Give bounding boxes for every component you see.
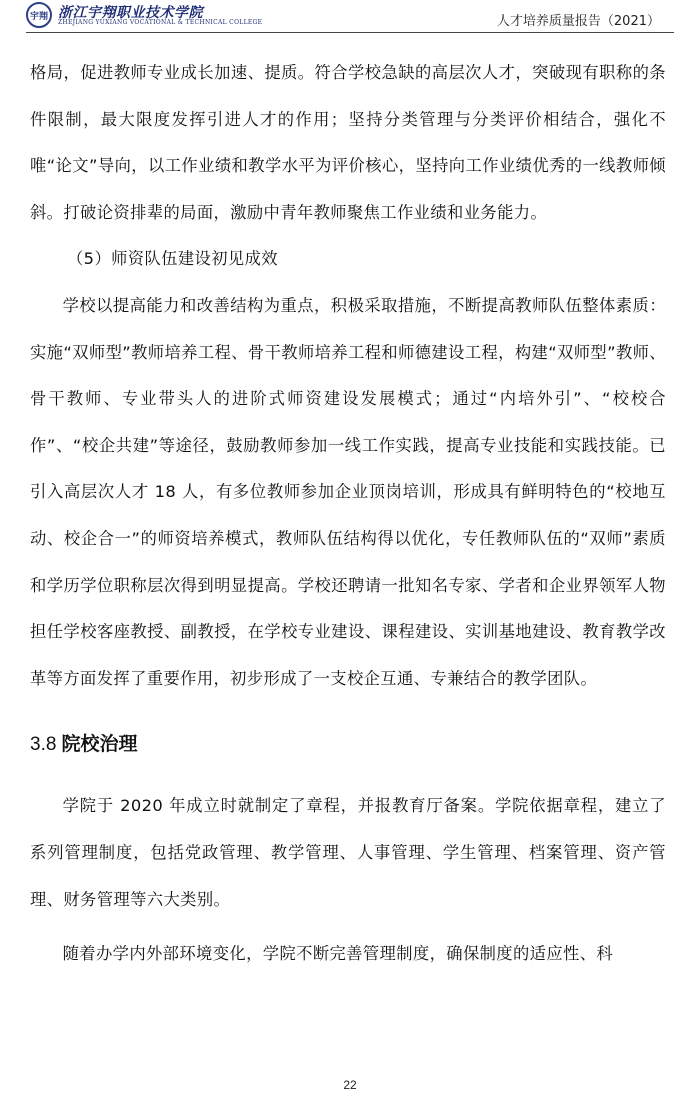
section-title: 院校治理 <box>61 733 138 756</box>
page-number: 22 <box>343 1078 357 1092</box>
section-heading <box>30 714 666 775</box>
paragraph-continued: 格局，促进教师专业成长加速、提质。符合学校急缺的高层次人才，突破现有职称的条件限制，最大限度发挥引进人才的作用；坚持分类管理与分类评价相结合，强化不唯“论文”导向，以工作业绩和教学水平为评价核心，坚持向工作业绩优秀的一线教师倾斜。打破论资排辈的局面，激励中青年教师聚焦工作业绩和业务能力。 <box>30 63 666 222</box>
header-divider <box>26 32 674 33</box>
paragraph-management: 随着办学内外部环境变化，学院不断完善管理制度，确保制度的适应性、科 <box>62 944 614 964</box>
page-header <box>0 0 700 34</box>
school-name-cn: 浙江宇翔职业技术学院 <box>58 5 203 21</box>
paragraph-faculty-building: 学校以提高能力和改善结构为重点，积极采取措施，不断提高教师队伍整体素质：实施“双师型”教师培养工程、骨干教师培养工程和师德建设工程，构建“双师型”教师、骨干教师、专业带头人的进阶式师资建设发展模式；通过“内培外引”、“校校合作”、“校企共建”等途径，鼓励教师参加一线工作实践，提高专业技能和实践技能。已引入高层次人才 18 人，有多位教师参加企业顶岗培训，形成具有鲜明特色的“校地互动、校企合一”的师资培养模式，教师队伍结构得以优化，专任教师队伍的“双师”素质和学历学位职称层次得到明显提高。学校还聘请一批知名专家、学者和企业界领军人物担任学校客座教授、副教授，在学校专业建设、课程建设、实训基地建设、教育教学改革等方面发挥了重要作用，初步形成了一支校企互通、专兼结合的教学团队。 <box>30 295 666 688</box>
school-logo <box>26 2 52 28</box>
section-number: 3.8 <box>30 734 57 756</box>
report-title: 人才培养质量报告（2021） <box>496 14 660 29</box>
logo-text: 宇翔 <box>29 11 48 22</box>
document-body <box>30 50 666 978</box>
school-name-en: ZHEJIANG YUXIANG VOCATIONAL & TECHNICAL COLLEGE <box>58 19 263 26</box>
paragraph-charter: 学院于 2020 年成立时就制定了章程，并报教育厅备案。学院依据章程，建立了系列管理制度，包括党政管理、教学管理、人事管理、学生管理、档案管理、资产管理、财务管理等六大类别。 <box>30 796 666 909</box>
subheading-faculty-building: （5）师资队伍建设初见成效 <box>67 249 278 269</box>
